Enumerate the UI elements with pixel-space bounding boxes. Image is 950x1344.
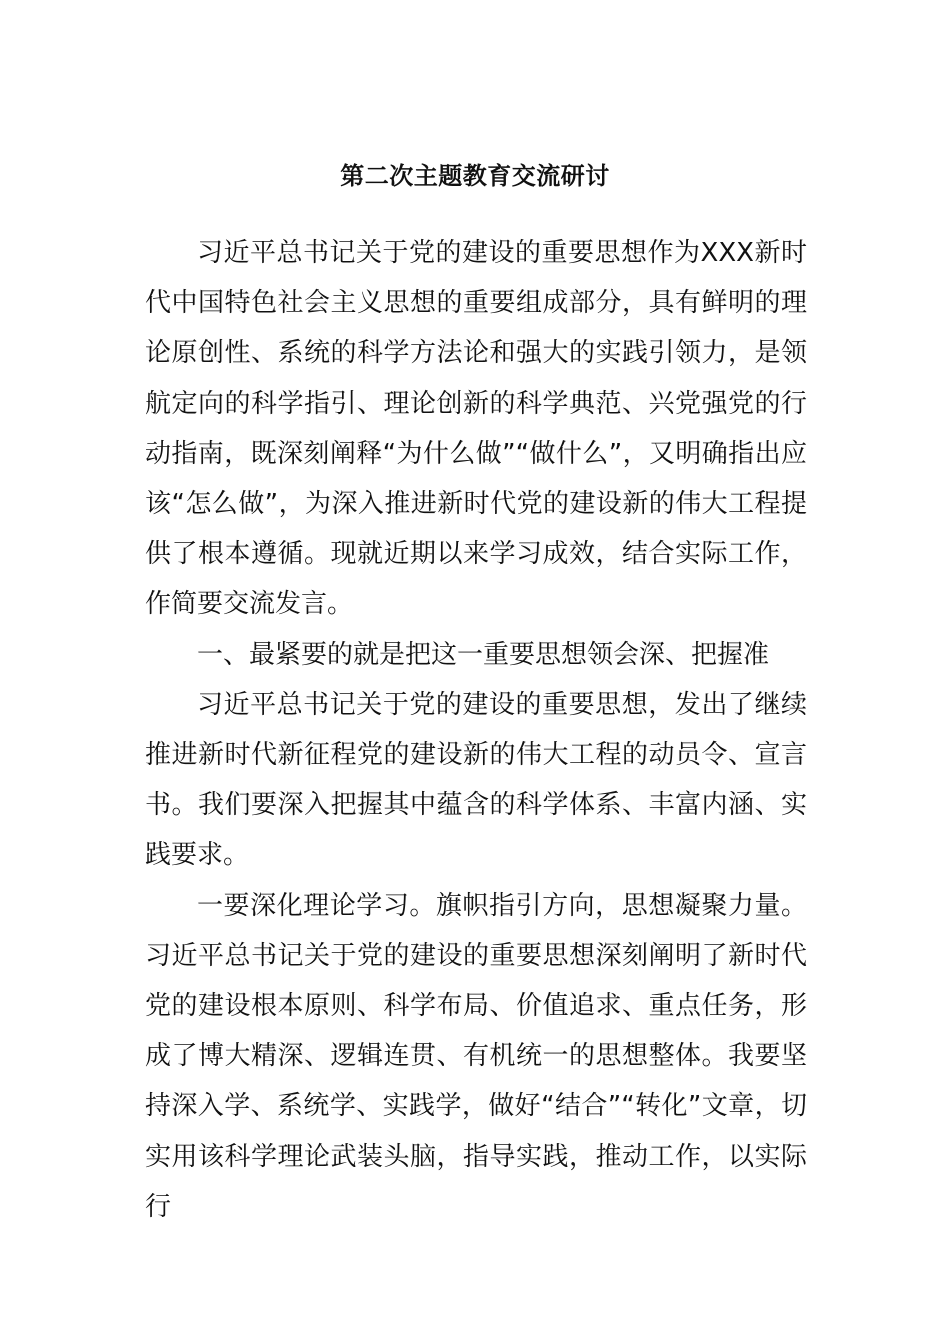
paragraph-intro: 习近平总书记关于党的建设的重要思想作为XXX新时代中国特色社会主义思想的重要组成部分，具有鲜明的理论原创性、系统的科学方法论和强大的实践引领力，是领航定向的科学指引、理论创新的科学典范、兴党强党的行动指南，既深刻阐释“为什么做”“做什么”，又明确指出应该“怎么做”，为深入推进新时代党的建设新的伟大工程提供了根本遵循。现就近期以来学习成效，结合实际工作，作简要交流发言。 [145, 238, 807, 620]
document-body [145, 228, 807, 1232]
paragraph-theory-study: 一要深化理论学习。旗帜指引方向，思想凝聚力量。习近平总书记关于党的建设的重要思想深刻阐明了新时代党的建设根本原则、科学布局、价值追求、重点任务，形成了博大精深、逻辑连贯、有机统一的思想整体。我要坚持深入学、系统学、实践学，做好“结合”“转化”文章，切实用该科学理论武装头脑，指导实践，推动工作，以实际行 [145, 890, 807, 1222]
section-heading-one: 一、最紧要的就是把这一重要思想领会深、把握准 [197, 639, 770, 670]
document-title: 第二次主题教育交流研讨 [340, 162, 610, 190]
paragraph-section-one: 习近平总书记关于党的建设的重要思想，发出了继续推进新时代新征程党的建设新的伟大工程的动员令、宣言书。我们要深入把握其中蕴含的科学体系、丰富内涵、实践要求。 [145, 689, 807, 871]
